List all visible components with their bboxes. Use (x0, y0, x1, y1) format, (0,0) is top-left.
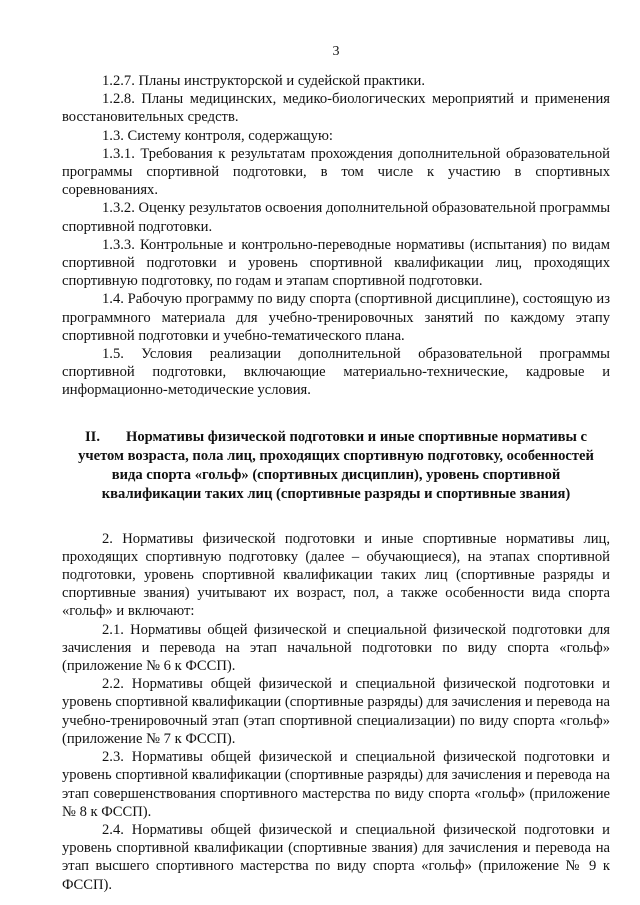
paragraph-1-2-8: 1.2.8. Планы медицинских, медико-биологических мероприятий и применения восстановительных средств. (62, 91, 610, 126)
paragraph-1-2-7: 1.2.7. Планы инструкторской и судейской практики. (102, 73, 425, 89)
paragraph-2-3: 2.3. Нормативы общей физической и специальной физической подготовки и уровень спортивной квалификации (спортивные разряды) для зачисления и перевода на этап совершенствования спортивного мастерства по виду спорта «гольф» (приложение № 8 к ФССП). (62, 749, 610, 820)
paragraph-2: 2. Нормативы физической подготовки и иные спортивные нормативы лиц, проходящих спортивную подготовку (далее – обучающиеся), на этапах спортивной подготовки, уровень спортивной квалификации таких лиц (спортивные разряды и спортивные звания) учитывают их возраст, пол, а также особенности вида спорта «гольф» и включают: (62, 530, 610, 620)
paragraph-2-2: 2.2. Нормативы общей физической и специальной физической подготовки и уровень спортивной квалификации (спортивные разряды) для зачисления и перевода на учебно-тренировочный этап (этап спортивной специализации) по виду спорта «гольф» (приложение № 7 к ФССП). (62, 676, 610, 747)
paragraph-1-5: 1.5. Условия реализации дополнительной образовательной программы спортивной подготовки, включающие материально-технические, кадровые и информационно-методические условия. (62, 346, 610, 399)
page-number: 3 (332, 44, 340, 59)
section-heading (62, 428, 610, 504)
paragraph-1-3-3: 1.3.3. Контрольные и контрольно-переводные нормативы (испытания) по видам спортивной подготовки и уровень спортивной квалификации лиц, проходящих спортивную подготовку, по годам и этапам спортивной подготовки. (62, 236, 610, 290)
section-title: Нормативы физической подготовки и иные спортивные нормативы с учетом возраста, пола лиц, проходящих спортивную подготовку, особенностей вида спорта «гольф» (спортивных дисциплин), уровень спортивной квалификации таких лиц (спортивные разряды и спортивные звания) (78, 428, 594, 502)
paragraph-2-1: 2.1. Нормативы общей физической и специальной физической подготовки для зачисления и перевода на этап начальной подготовки по виду спорта «гольф» (приложение № 6 к ФССП). (62, 621, 610, 675)
body-bottom (62, 530, 610, 894)
section-number: II. (84, 428, 100, 445)
paragraph-1-3-2: 1.3.2. Оценку результатов освоения дополнительной образовательной программы спортивной подготовки. (62, 200, 610, 235)
body-top (62, 72, 610, 400)
paragraph-2-4: 2.4. Нормативы общей физической и специальной физической подготовки и уровень спортивной квалификации (спортивные звания) для зачисления и перевода на этап высшего спортивного мастерства по виду спорта «гольф» (приложение № 9 к ФССП). (62, 821, 610, 893)
paragraph-1-3: 1.3. Систему контроля, содержащую: (102, 127, 333, 144)
paragraph-1-4: 1.4. Рабочую программу по виду спорта (спортивной дисциплине), состоящую из программного материала для учебно-тренировочных занятий по каждому этапу спортивной подготовки и учебно-тематического плана. (62, 291, 610, 344)
paragraph-1-3-1: 1.3.1. Требования к результатам прохождения дополнительной образовательной программы спортивной подготовки, в том числе к участию в спортивных соревнованиях. (62, 145, 610, 199)
